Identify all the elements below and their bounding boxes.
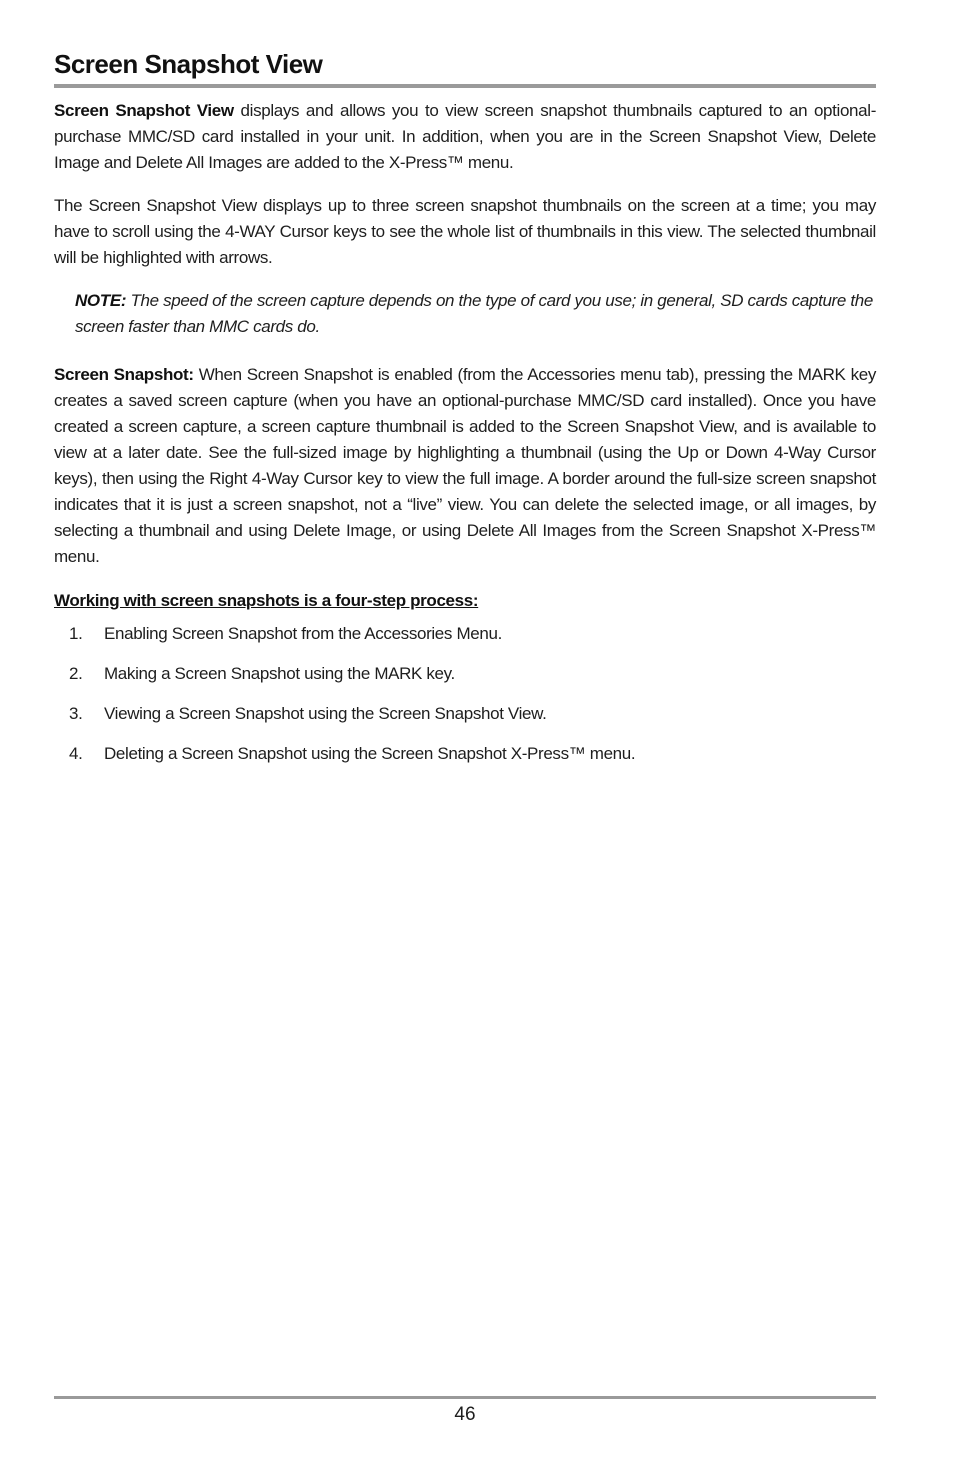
screen-snapshot-lead: Screen Snapshot: bbox=[54, 365, 194, 384]
intro-lead: Screen Snapshot View bbox=[54, 101, 234, 120]
intro-paragraph bbox=[54, 98, 876, 176]
thumbnails-paragraph: The Screen Snapshot View displays up to three screen snapshot thumbnails on the screen at a time; you may have to scroll using the 4-WAY Cursor keys to see the whole list of thumbnails in this view. The selected thumbnail will be highlighted with arrows. bbox=[54, 196, 876, 267]
screen-snapshot-paragraph bbox=[54, 362, 876, 570]
note-text: The speed of the screen capture depends on the type of card you use; in general, SD cards capture the screen faster than MMC cards do. bbox=[75, 291, 873, 336]
intro-text: displays and allows you to view screen snapshot thumbnails captured to an optional-purchase MMC/SD card installed in your unit. In addition, when you are in the Screen Snapshot View, Delete Image and Delete All Images are added to the X-Press™ menu. bbox=[54, 101, 877, 172]
step-number: 3. bbox=[69, 704, 83, 723]
title-rule bbox=[54, 84, 876, 88]
step-text: Enabling Screen Snapshot from the Accessories Menu. bbox=[104, 624, 502, 643]
step-number: 2. bbox=[69, 664, 83, 683]
step-text: Making a Screen Snapshot using the MARK key. bbox=[104, 664, 455, 683]
step-text: Deleting a Screen Snapshot using the Screen Snapshot X-Press™ menu. bbox=[104, 744, 636, 763]
steps-list bbox=[54, 622, 876, 782]
list-item bbox=[54, 742, 876, 782]
footer-rule bbox=[54, 1396, 876, 1399]
step-number: 4. bbox=[69, 744, 83, 763]
page-title: Screen Snapshot View bbox=[54, 49, 323, 79]
steps-heading: Working with screen snapshots is a four-step process: bbox=[54, 591, 479, 610]
step-text: Viewing a Screen Snapshot using the Screen Snapshot View. bbox=[104, 704, 547, 723]
list-item bbox=[54, 622, 876, 662]
page-number: 46 bbox=[454, 1404, 476, 1425]
note bbox=[75, 288, 876, 340]
note-lead: NOTE: bbox=[75, 291, 127, 310]
screen-snapshot-text: When Screen Snapshot is enabled (from the Accessories menu tab), pressing the MARK key creates a saved screen capture (when you have an optional-purchase MMC/SD card installed). Once you have created a screen capture, a screen capture thumbnail is added to the Screen Snapshot View, and is available to view at a later date. See the full-sized image by highlighting a thumbnail (using the Up or Down 4-Way Cursor keys), then using the Right 4-Way Cursor key to view the full image. A border around the full-size screen snapshot indicates that it is just a screen snapshot, not a “live” view. You can delete the selected image, or all images, by selecting a thumbnail and using Delete Image, or using Delete All Images from the Screen Snapshot X-Press™ menu. bbox=[54, 365, 877, 566]
step-number: 1. bbox=[69, 624, 83, 643]
list-item bbox=[54, 702, 876, 742]
manual-page bbox=[54, 0, 876, 1475]
list-item bbox=[54, 662, 876, 702]
